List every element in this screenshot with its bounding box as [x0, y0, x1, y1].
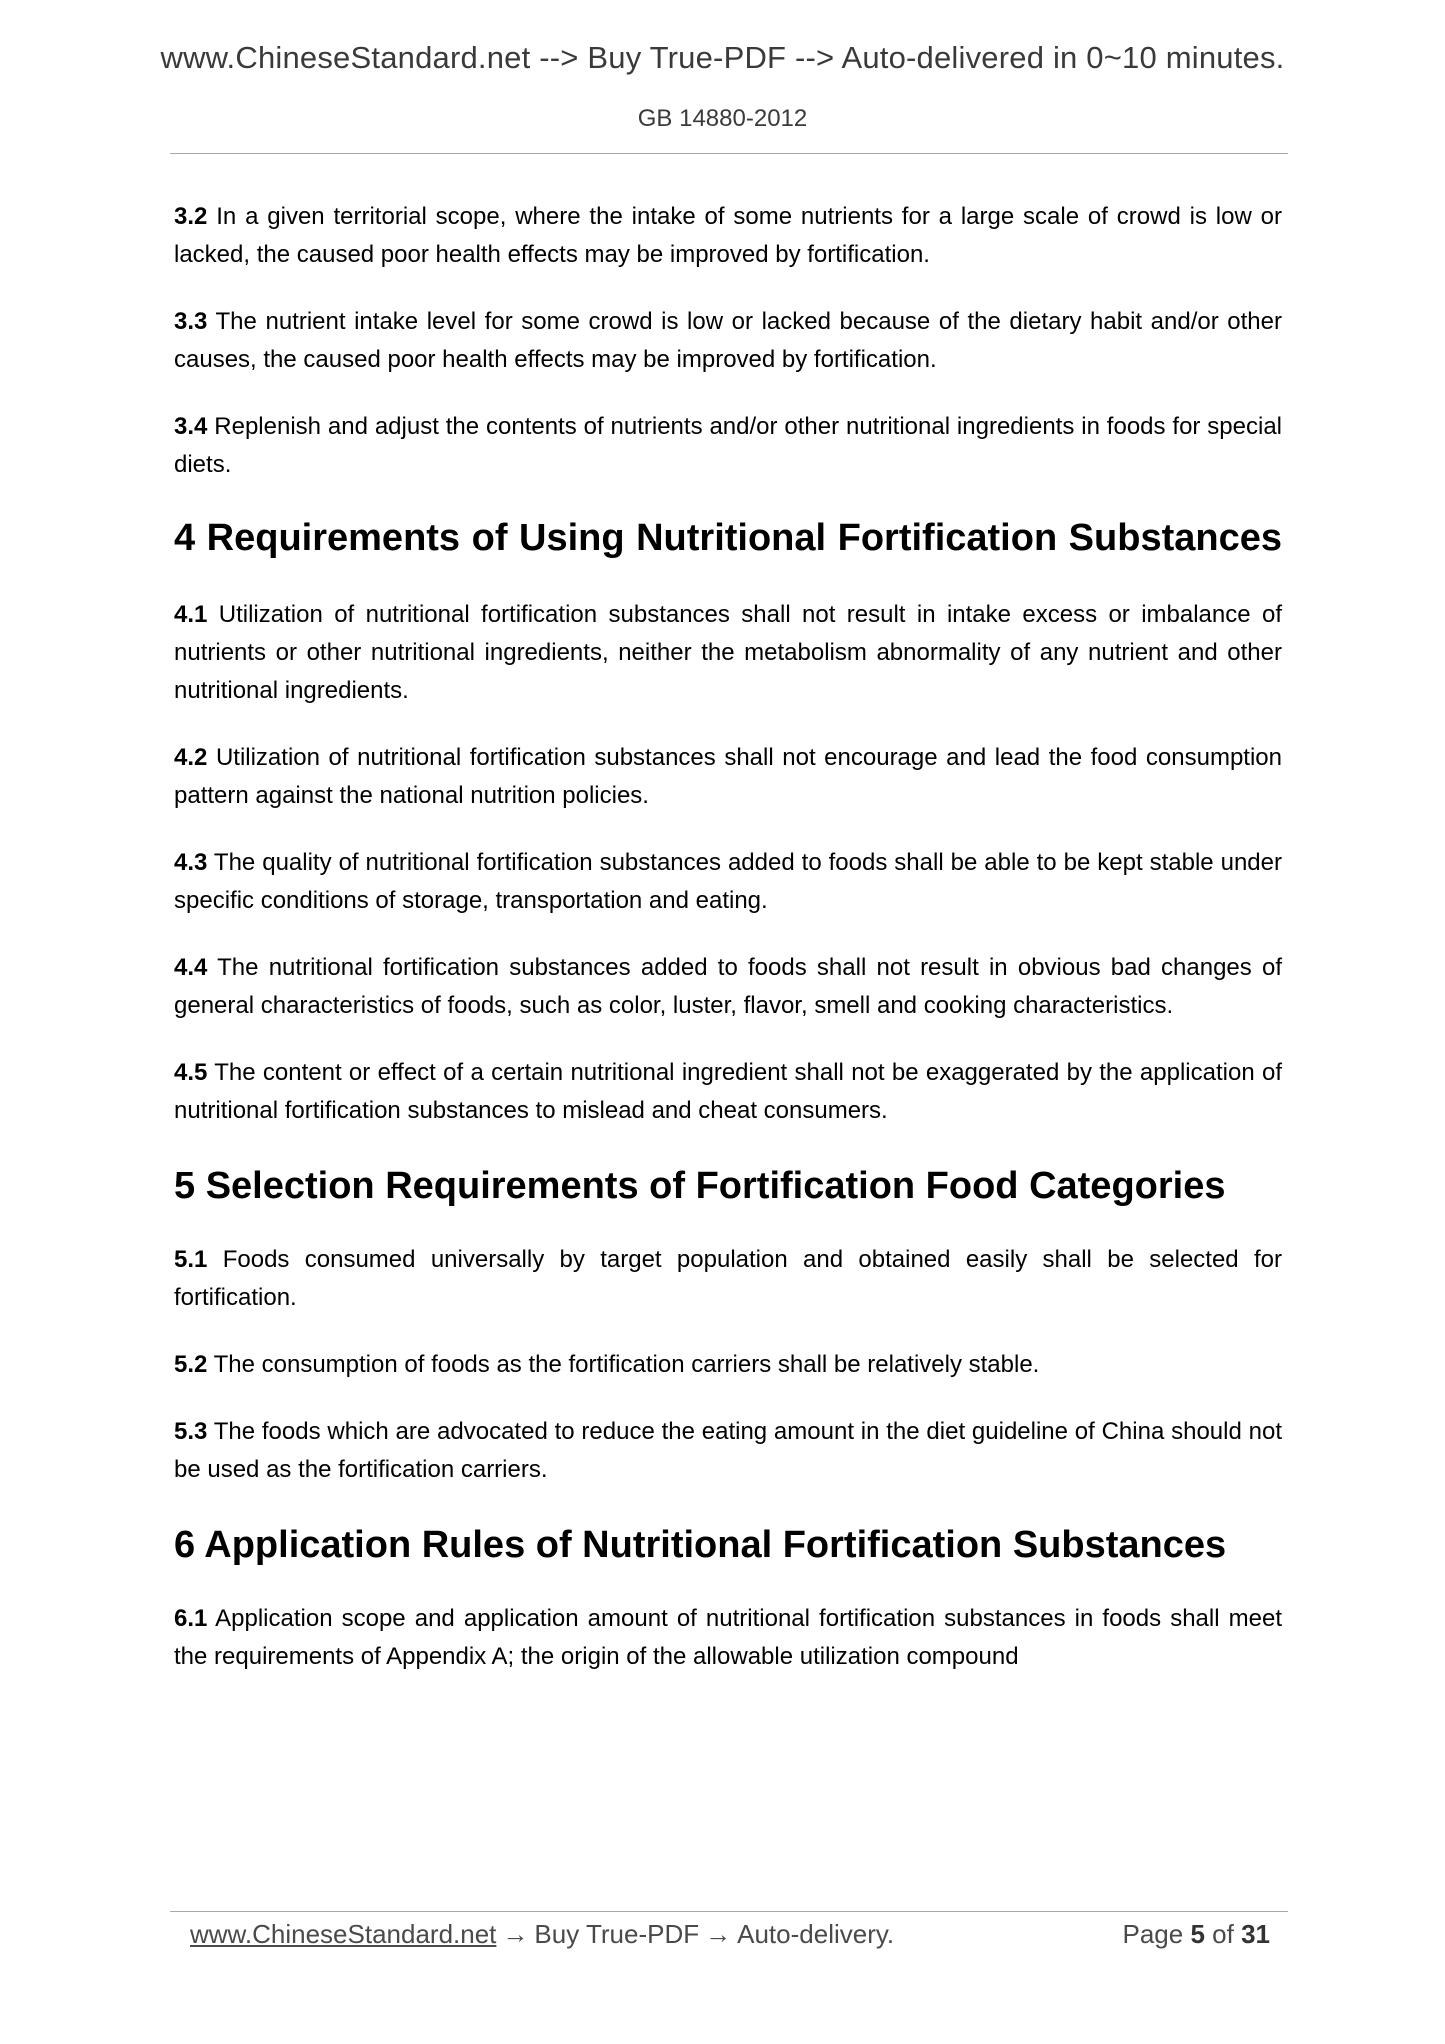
clause-5-1 [174, 1241, 1282, 1317]
clause-5-3 [174, 1413, 1282, 1489]
site-link[interactable]: www.ChineseStandard.net [190, 1918, 497, 1949]
clause-text: The foods which are advocated to reduce the eating amount in the diet guideline of China should not be used as the fortification carriers. [174, 1418, 1282, 1483]
clause-4-1 [174, 596, 1282, 710]
page-total: 31 [1241, 1918, 1270, 1949]
clause-text: The nutritional fortification substances added to foods shall not result in obvious bad changes of general characteristics of foods, such as color, luster, flavor, smell and cooking characteristics. [174, 954, 1282, 1019]
site-banner: www.ChineseStandard.net --> Buy True-PDF --> Auto-delivered in 0~10 minutes. [160, 40, 1285, 75]
clause-text: Utilization of nutritional fortification substances shall not encourage and lead the food consumption pattern against the national nutrition policies. [174, 744, 1282, 809]
clause-text: Replenish and adjust the contents of nutrients and/or other nutritional ingredients in foods for special diets. [174, 413, 1282, 478]
clause-4-3 [174, 844, 1282, 920]
clause-number: 4.4 [174, 954, 208, 981]
page-footer [190, 1914, 1270, 1954]
clause-number: 5.3 [174, 1418, 208, 1445]
footer-divider [170, 1911, 1288, 1912]
clause-number: 6.1 [174, 1605, 208, 1632]
clause-6-1 [174, 1600, 1282, 1676]
standard-code: GB 14880-2012 [637, 105, 808, 132]
page-number: 5 [1190, 1918, 1205, 1949]
clause-number: 4.5 [174, 1059, 208, 1086]
clause-number: 4.1 [174, 601, 208, 628]
clause-number: 4.3 [174, 849, 208, 876]
section-5-heading: 5 Selection Requirements of Fortification Food Categories [174, 1165, 1226, 1207]
clause-number: 5.2 [174, 1351, 208, 1378]
page-indicator [1122, 1919, 1270, 1950]
arrow-right-icon: → [705, 1918, 732, 1949]
clause-3-4 [174, 408, 1282, 484]
clause-4-5 [174, 1054, 1282, 1130]
clause-number: 3.2 [174, 203, 208, 230]
clause-text: The content or effect of a certain nutritional ingredient shall not be exaggerated by the application of nutritional fortification substances to mislead and cheat consumers. [174, 1059, 1282, 1124]
clause-text: Utilization of nutritional fortification substances shall not result in intake excess or imbalance of nutrients or other nutritional ingredients, neither the metabolism abnormality of any nutrient and other nutritional ingredients. [174, 601, 1282, 704]
clause-text: The nutrient intake level for some crowd is low or lacked because of the dietary habit and/or other causes, the caused poor health effects may be improved by fortification. [174, 308, 1282, 373]
section-4-heading: 4 Requirements of Using Nutritional Fortification Substances [174, 517, 1282, 559]
buy-pdf-text: Buy True-PDF [534, 1918, 700, 1949]
clause-3-3 [174, 303, 1282, 379]
of-label: of [1212, 1918, 1234, 1949]
clause-number: 5.1 [174, 1246, 208, 1273]
clause-text: Foods consumed universally by target population and obtained easily shall be selected for fortification. [174, 1246, 1282, 1311]
auto-delivery-text: Auto-delivery. [737, 1918, 895, 1949]
clause-number: 3.4 [174, 413, 208, 440]
page-label: Page [1122, 1918, 1184, 1949]
clause-number: 4.2 [174, 744, 208, 771]
header-divider [170, 153, 1288, 154]
section-6-heading: 6 Application Rules of Nutritional Fortification Substances [174, 1524, 1227, 1566]
clause-text: The quality of nutritional fortification substances added to foods shall be able to be kept stable under specific conditions of storage, transportation and eating. [174, 849, 1282, 914]
clause-4-4 [174, 949, 1282, 1025]
clause-4-2 [174, 739, 1282, 815]
clause-3-2 [174, 198, 1282, 274]
clause-text: Application scope and application amount of nutritional fortification substances in foods shall meet the requirements of Appendix A; the origin of the allowable utilization compound [174, 1605, 1282, 1670]
clause-5-2 [174, 1346, 1282, 1384]
clause-text: In a given territorial scope, where the intake of some nutrients for a large scale of crowd is low or lacked, the caused poor health effects may be improved by fortification. [174, 203, 1282, 268]
clause-number: 3.3 [174, 308, 208, 335]
page-content [174, 198, 1282, 1676]
arrow-right-icon: → [502, 1918, 529, 1949]
clause-text: The consumption of foods as the fortification carriers shall be relatively stable. [207, 1351, 1040, 1378]
